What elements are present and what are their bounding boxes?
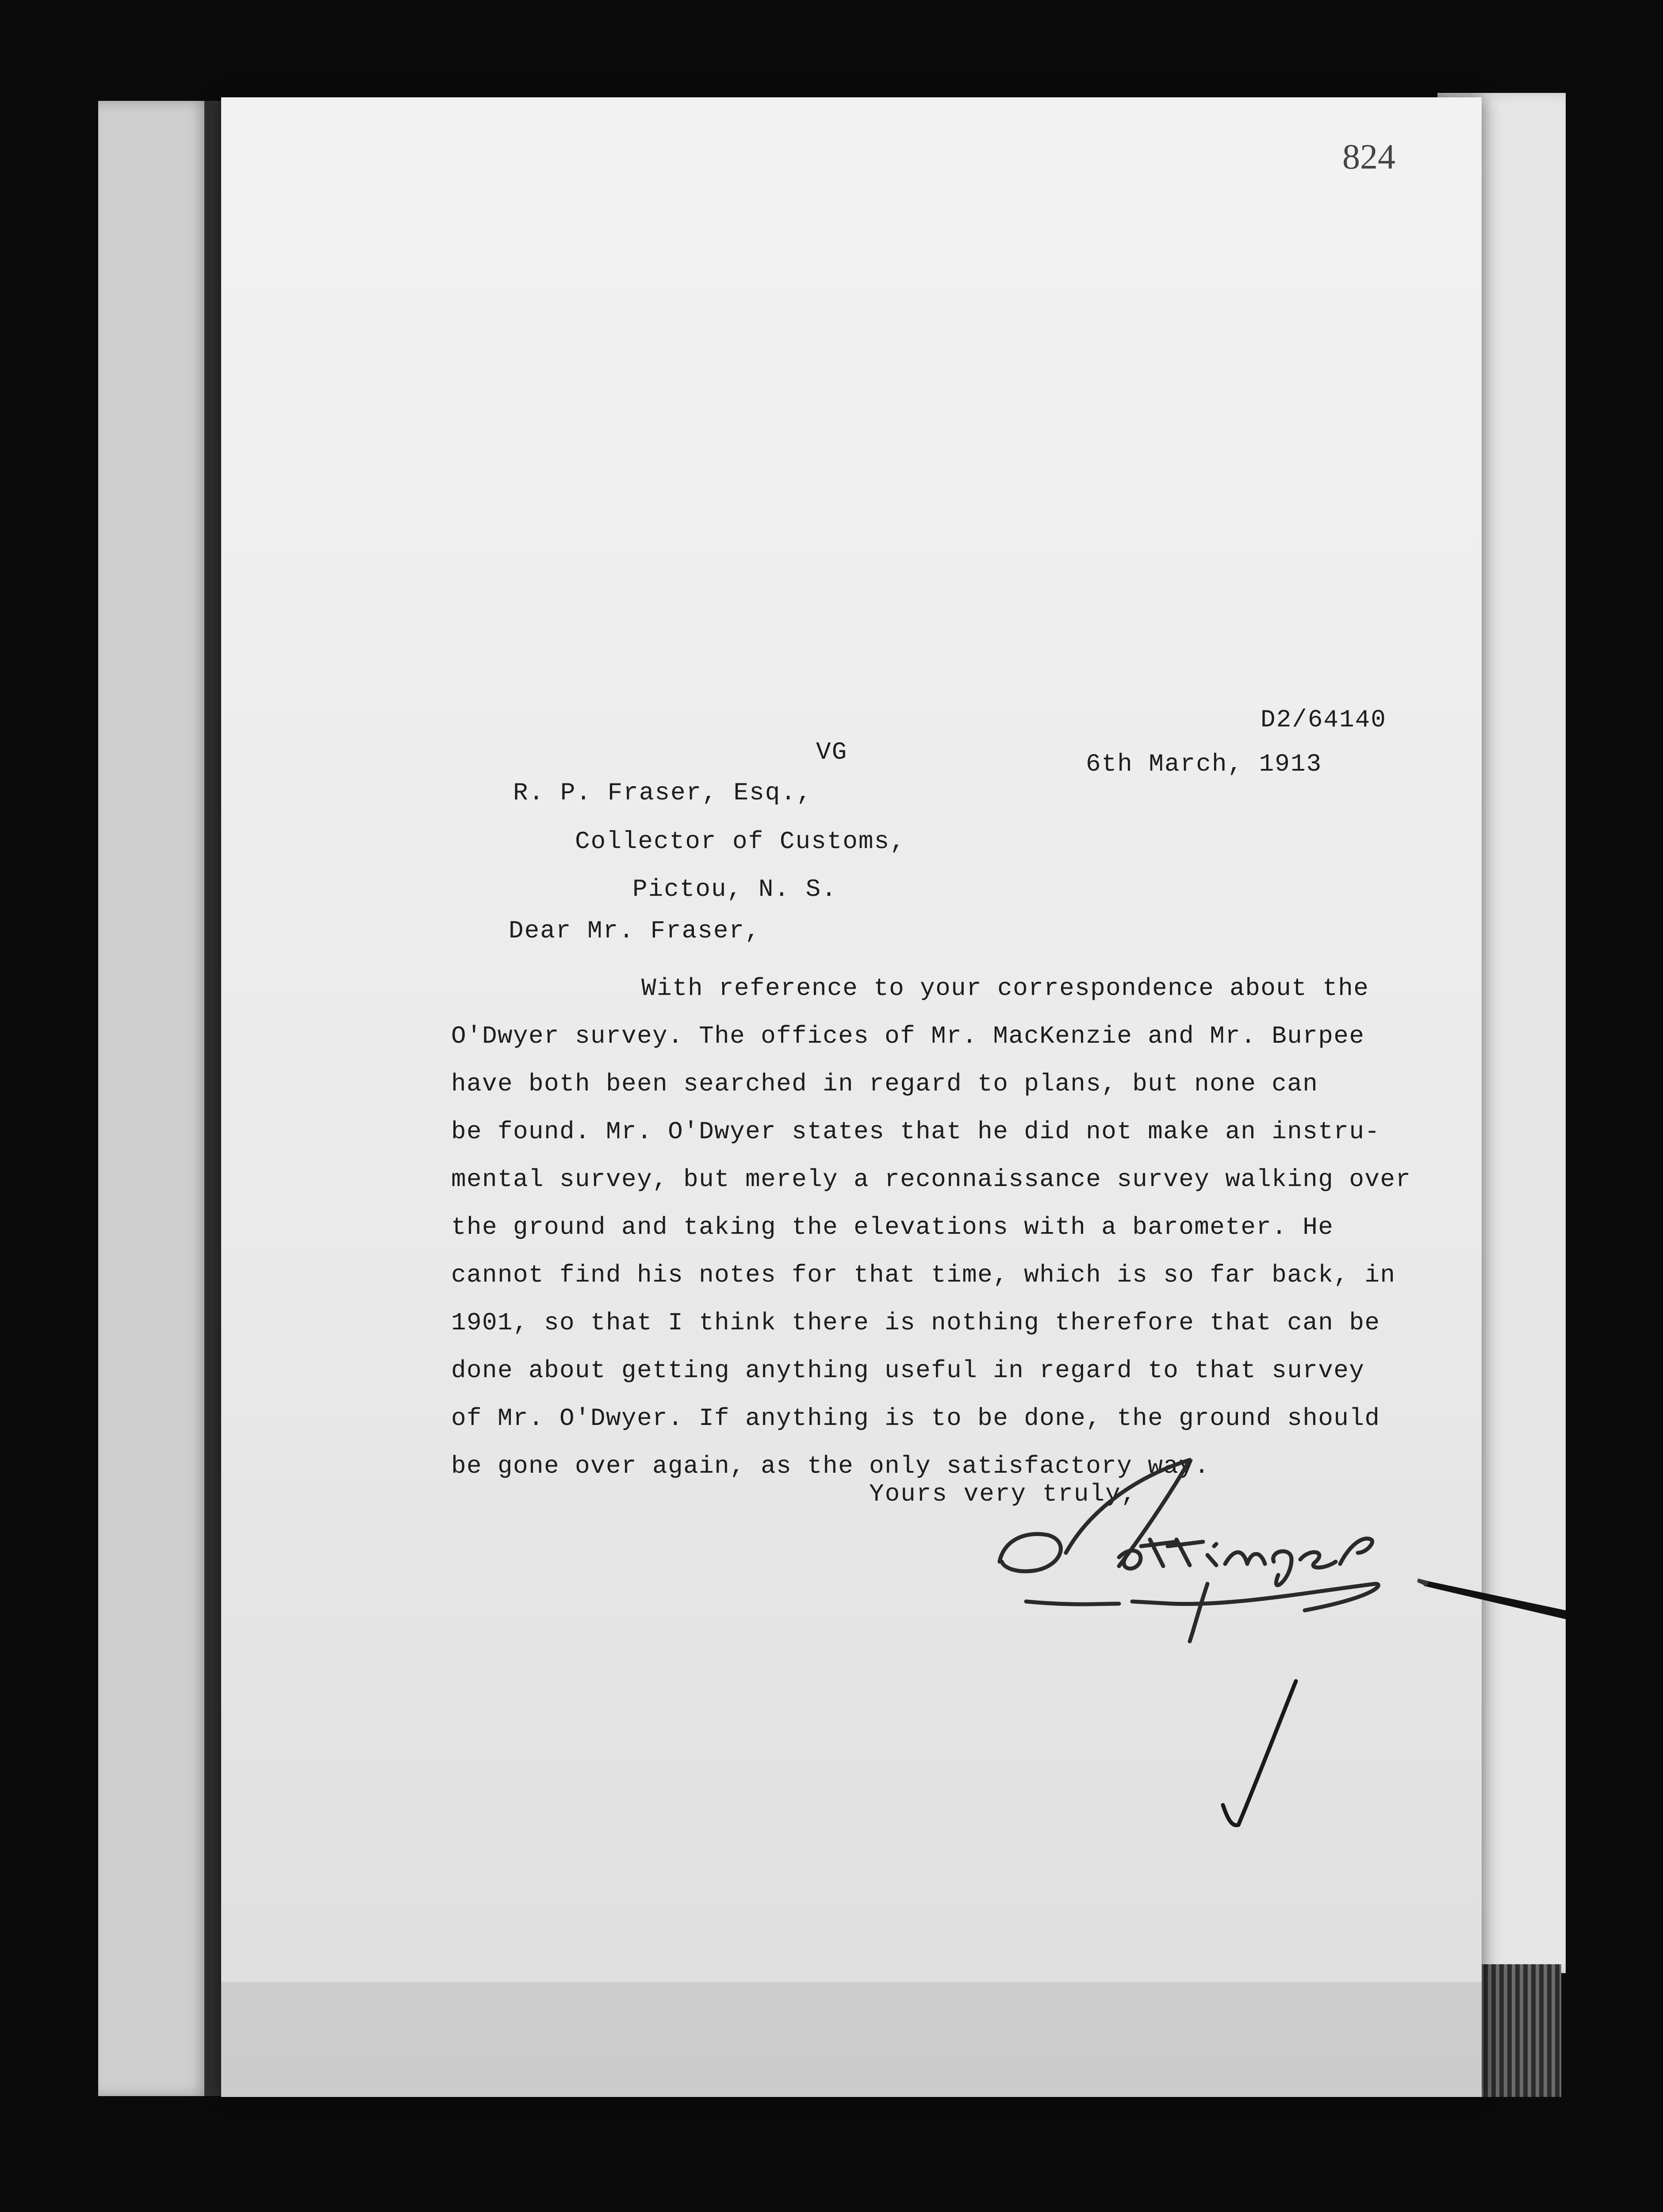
adjacent-page-left — [98, 101, 209, 2096]
address-line: R. P. Fraser, Esq., — [513, 779, 812, 807]
body-line: have both been searched in regard to plans, but none can — [451, 1070, 1318, 1098]
body-line: O'Dwyer survey. The offices of Mr. MacKenzie and Mr. Burpee — [451, 1022, 1365, 1050]
address-line: Collector of Customs, — [575, 827, 906, 856]
body-line: cannot find his notes for that time, which is so far back, in — [451, 1261, 1396, 1289]
page-number: 824 — [1342, 138, 1395, 177]
page-gutter-shadow — [204, 101, 222, 2096]
body-line: With reference to your correspondence about the — [641, 974, 1369, 1002]
check-mark — [1212, 1672, 1309, 1840]
page-bottom-shadow — [221, 1982, 1482, 2097]
typist-initials: VG — [816, 738, 848, 766]
pencil-pointer — [1415, 1562, 1566, 1624]
body-line: mental survey, but merely a reconnaissance survey walking over — [451, 1165, 1411, 1194]
letter-body — [451, 964, 1411, 1490]
body-line: 1901, so that I think there is nothing therefore that can be — [451, 1309, 1380, 1337]
body-line: the ground and taking the elevations with a barometer. He — [451, 1213, 1334, 1241]
address-line: Pictou, N. S. — [632, 875, 837, 903]
closing: Yours very truly, — [869, 1480, 1137, 1508]
body-line: be found. Mr. O'Dwyer states that he did not make an instru- — [451, 1118, 1380, 1146]
salutation: Dear Mr. Fraser, — [509, 917, 761, 945]
body-line: done about getting anything useful in regard to that survey — [451, 1356, 1365, 1385]
handwritten-signature — [986, 1451, 1406, 1655]
letter-date: 6th March, 1913 — [1086, 750, 1322, 778]
file-reference: D2/64140 — [1261, 706, 1387, 734]
body-line: be gone over again, as the only satisfactory way. — [451, 1452, 1210, 1480]
body-line: of Mr. O'Dwyer. If anything is to be done, the ground should — [451, 1404, 1380, 1432]
